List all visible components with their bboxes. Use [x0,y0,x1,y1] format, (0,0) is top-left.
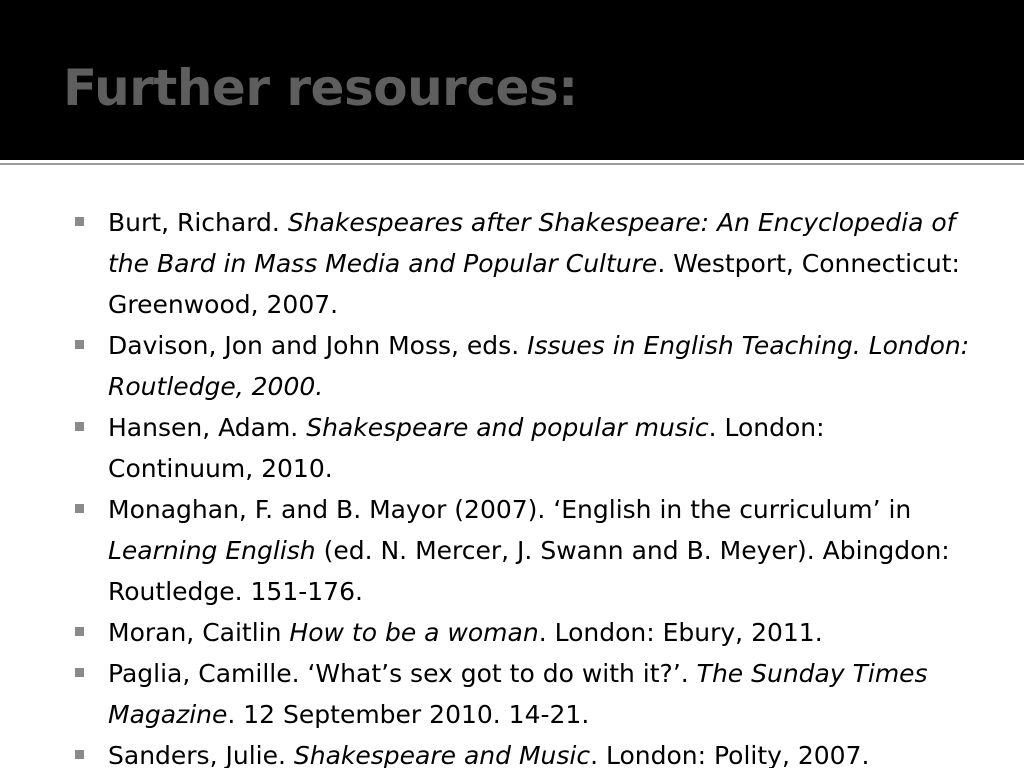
reference-title-text: Shakespeare and Music [293,741,591,768]
reference-text: Hansen, Adam. [108,413,307,442]
reference-title-text: Shakespeares after Shakespeare: An Encyclopedia of the Bard in Mass Media and Popular Culture [108,208,956,278]
slide-title: Further resources: [63,59,578,117]
square-bullet-icon [75,627,84,636]
reference-text: Davison, Jon and John Moss, eds. [108,331,528,360]
reference-text: . Westport, Connecticut: Greenwood, 2007. [108,249,960,319]
reference-title-text: Issues in English Teaching. London: Routledge, 2000. [108,331,970,401]
reference-title-text: The Sunday Times Magazine [108,659,928,729]
title-divider [0,160,1024,168]
reference-text: . London: Ebury, 2011. [538,618,823,647]
reference-item [0,653,1024,735]
reference-text: Moran, Caitlin [108,618,290,647]
reference-title-text: How to be a woman [289,618,539,647]
reference-item [0,407,1024,489]
reference-item [0,489,1024,612]
square-bullet-icon [75,422,84,431]
reference-text: Burt, Richard. [108,208,288,237]
reference-text: . 12 September 2010. 14-21. [227,700,590,729]
reference-item [0,735,1024,768]
square-bullet-icon [75,217,84,226]
reference-text: Paglia, Camille. ‘What’s sex got to do with it?’. [108,659,697,688]
reference-text: Sanders, Julie. [108,741,294,768]
square-bullet-icon [75,504,84,513]
square-bullet-icon [75,340,84,349]
reference-item [0,202,1024,325]
reference-title-text: Shakespeare and popular music [306,413,709,442]
reference-item [0,325,1024,407]
reference-text: Monaghan, F. and B. Mayor (2007). ‘English in the curriculum’ in [108,495,912,524]
reference-title-text: Learning English [108,536,316,565]
reference-item [0,612,1024,653]
reference-text: (ed. N. Mercer, J. Swann and B. Meyer). Abingdon: Routledge. 151-176. [108,536,950,606]
reference-text: . London: Continuum, 2010. [108,413,825,483]
reference-text: . London: Polity, 2007. [590,741,870,768]
reference-list [0,202,1024,768]
title-band [0,0,1024,160]
square-bullet-icon [75,750,84,759]
square-bullet-icon [75,668,84,677]
slide-body [0,168,1024,768]
